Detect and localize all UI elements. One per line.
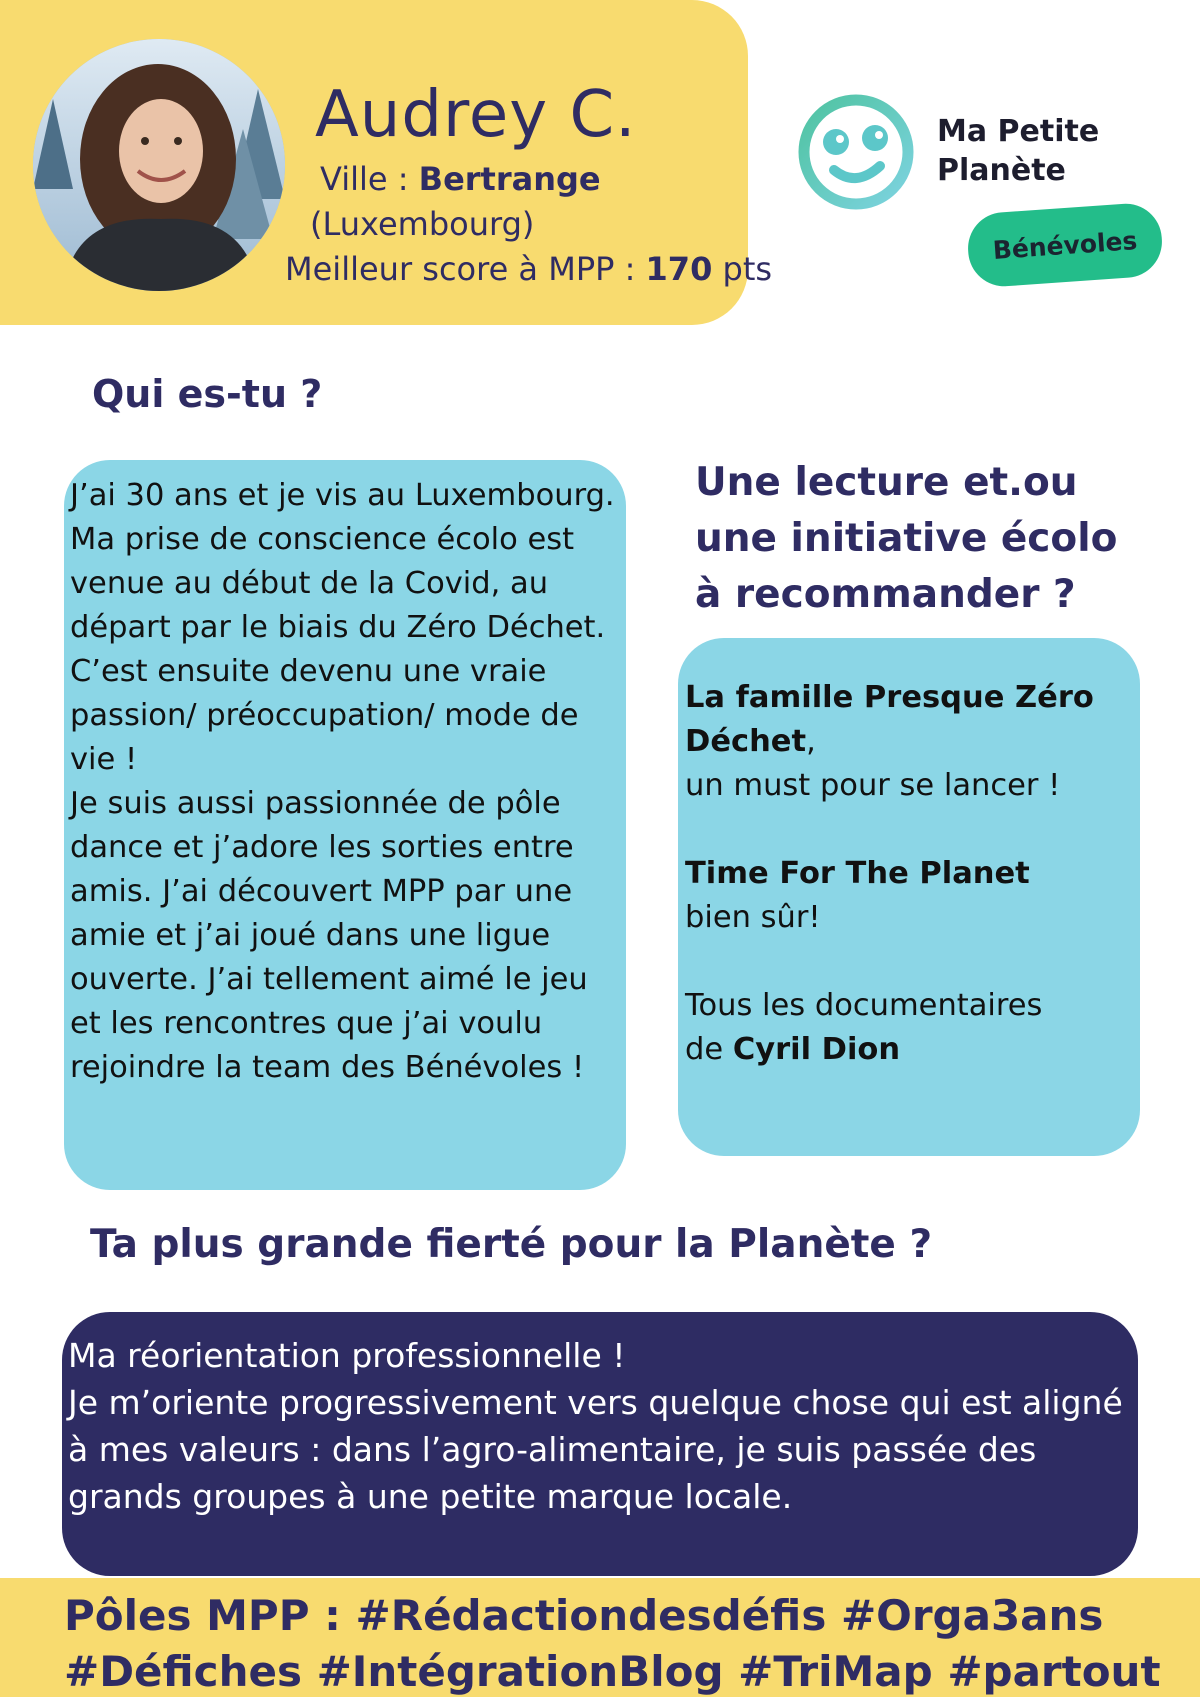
footer-line-1: Pôles MPP : #Rédactiondesdéfis #Orga3ans [64, 1591, 1104, 1640]
footer-line-2: #Défiches #IntégrationBlog #TriMap #partout [64, 1647, 1161, 1696]
reco-item-2-title [685, 852, 1132, 896]
spacer [685, 808, 1132, 852]
city-line [320, 160, 601, 198]
who-title: Qui es-tu ? [92, 372, 323, 416]
reco-item-1-title: La famille Presque Zéro Déchet [685, 680, 1094, 759]
pride-line-2: Je m’oriente progressivement vers quelque chose qui est aligné à mes valeurs : dans l’agro-alimentaire, je suis passée des grands groupes à une petite marque locale. [68, 1383, 1123, 1516]
reco-card [678, 638, 1140, 1156]
score-unit: pts [712, 250, 773, 288]
profile-photo [33, 39, 285, 291]
brand-name [937, 112, 1099, 190]
country: (Luxembourg) [310, 205, 535, 243]
score-label: Meilleur score à MPP : [285, 250, 646, 288]
who-paragraph: J’ai 30 ans et je vis au Luxembourg. Ma prise de conscience écolo est venue au début de la Covid, au départ par le biais du Zéro Déchet. [70, 478, 615, 645]
pride-line-1: Ma réorientation professionnelle ! [68, 1336, 626, 1375]
who-paragraph: C’est ensuite devenu une vraie passion/ préoccupation/ mode de vie ! [70, 654, 579, 777]
reco-title-line: une initiative écolo [695, 516, 1118, 561]
ma-petite-planete-logo-icon [796, 92, 916, 212]
score-line [285, 250, 772, 288]
score-value: 170 [645, 250, 713, 288]
reco-item-1-sep: , [806, 724, 816, 759]
reco-item-3-text: Tous les documentaires [685, 988, 1043, 1023]
reco-title-line: Une lecture et.ou [695, 460, 1078, 505]
brand-name-line2: Planète [937, 153, 1066, 188]
reco-title [695, 455, 1117, 623]
city-label: Ville : [320, 160, 419, 198]
reco-item-3-bold: Cyril Dion [732, 1032, 901, 1067]
footer-tags [0, 1578, 1200, 1697]
pride-title: Ta plus grande fierté pour la Planète ? [90, 1222, 933, 1267]
reco-item-2-text: bien sûr! [685, 900, 821, 935]
who-card [64, 460, 626, 1190]
volunteers-badge: Bénévoles [966, 201, 1165, 288]
pride-card [62, 1312, 1138, 1576]
brand-name-line1: Ma Petite [937, 114, 1100, 149]
reco-item-1-text: un must pour se lancer ! [685, 768, 1061, 803]
reco-item-2-bold: Time For The Planet [685, 856, 1030, 891]
reco-item-3-line2 [685, 1028, 1132, 1072]
spacer [685, 940, 1132, 984]
profile-name: Audrey C. [315, 78, 637, 152]
who-paragraph: Je suis aussi passionnée de pôle dance et j’adore les sorties entre amis. J’ai découvert MPP par une amie et j’ai joué dans une ligue ouverte. J’ai tellement aimé le jeu et les rencontres que j’ai voulu rejoindre la team des Bénévoles ! [70, 786, 588, 1085]
reco-item-3-prefix: de [685, 1032, 733, 1067]
reco-title-line: à recommander ? [695, 572, 1076, 617]
reco-item-1 [685, 676, 1132, 764]
city-value: Bertrange [418, 160, 601, 198]
